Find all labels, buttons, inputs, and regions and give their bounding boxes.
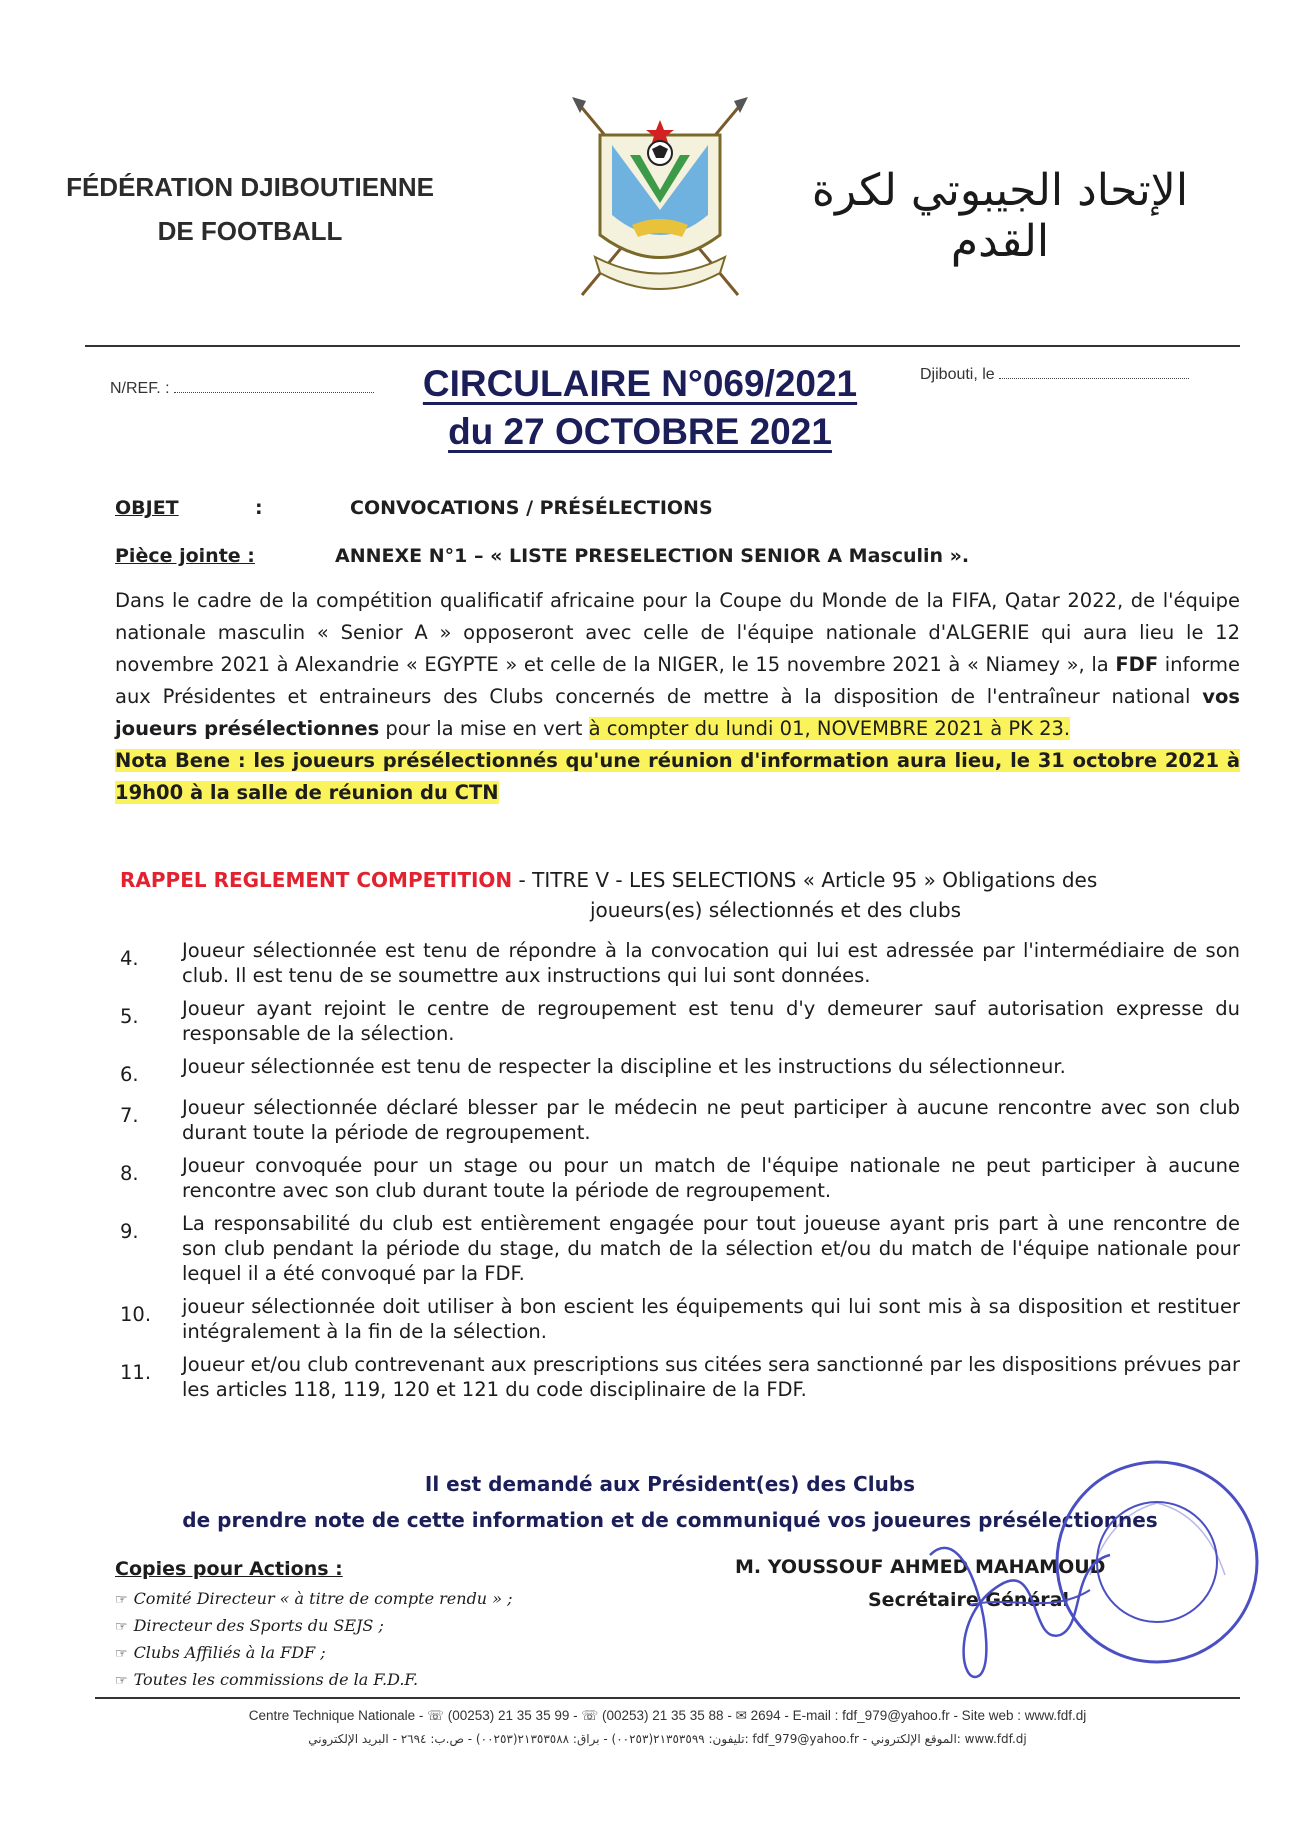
signatory-name: M. YOUSSOUF AHMED MAHAMOUD — [735, 1556, 1106, 1578]
copy-item: ☞ Comité Directeur « à titre de compte rendu » ; — [115, 1589, 513, 1608]
copy-item: ☞ Clubs Affiliés à la FDF ; — [115, 1643, 326, 1662]
signatory-role: Secrétaire Général — [868, 1589, 1069, 1611]
reference-label: N/REF. : — [110, 380, 170, 397]
rule-text: joueur sélectionnée doit utiliser à bon escient les équipements qui lui sont mis à sa disposition et restituer intégralement à la fin de la sélection. — [182, 1295, 1240, 1343]
rules-list — [120, 938, 1240, 1410]
copy-item: ☞ Directeur des Sports du SEJS ; — [115, 1616, 384, 1635]
copies-block — [115, 1558, 635, 1694]
org-name-ar: الإتحاد الجيبوتي لكرة القدم — [811, 165, 1189, 267]
rule-text: La responsabilité du club est entièrement engagée pour tout joueuse ayant pris part à une rencontre de son club pendant la période du stage, du match de la sélection et/ou du match de l'équipe nationale pour lequel il a été convoqué par la FDF. — [182, 1212, 1240, 1285]
body-text-part1: Dans le cadre de la compétition qualificatif africaine pour la Coupe du Monde de la FIFA, Qatar 2022, de l'équipe nationale masculin « Senior A » opposeront avec celle de l'équipe nationale d'ALGERIE qui aura lieu le 12 novembre 2021 à Alexandrie « EGYPTE » et celle de la NIGER, le 15 novembre 2021 à « Niamey », la — [115, 589, 1240, 676]
pointing-hand-icon: ☞ — [115, 1646, 128, 1662]
closing-line2: de prendre note de cette information et de communiqué vos joueures présélectionnes — [182, 1508, 1158, 1532]
pointing-hand-icon: ☞ — [115, 1619, 128, 1635]
date-label: Djibouti, le — [920, 366, 995, 383]
federation-crest-logo — [560, 95, 760, 310]
rule-number: 10. — [120, 1303, 152, 1326]
body-fdf: FDF — [1115, 653, 1159, 676]
piece-jointe-value: ANNEXE N°1 – « LISTE PRESELECTION SENIOR A Masculin ». — [335, 545, 970, 567]
rappel-title: RAPPEL REGLEMENT COMPETITION — [120, 868, 513, 892]
objet-colon: : — [255, 497, 263, 519]
rappel-subtitle: TITRE V - LES SELECTIONS « Article 95 » Obligations des — [532, 868, 1098, 892]
nota-bene: Nota Bene : les joueurs présélectionnés qu'une réunion d'information aura lieu, le 31 octobre 2021 à 19h00 à la salle de réunion du CTN — [115, 749, 1240, 804]
objet-value: CONVOCATIONS / PRÉSÉLECTIONS — [350, 497, 713, 519]
body-bold-players: vos joueurs présélectionnes — [115, 685, 1240, 740]
handwritten-signature — [910, 1495, 1160, 1695]
rule-item — [120, 1153, 1240, 1203]
rule-number: 11. — [120, 1361, 152, 1384]
pointing-hand-icon: ☞ — [115, 1673, 128, 1689]
rule-item — [120, 1294, 1240, 1344]
rule-item — [120, 1054, 1240, 1087]
rule-item — [120, 1352, 1240, 1402]
copies-title: Copies pour Actions : — [115, 1558, 343, 1580]
rule-number: 9. — [120, 1220, 139, 1243]
rappel-subtitle-line2: joueurs(es) sélectionnés et des clubs — [590, 898, 962, 922]
pointing-hand-icon: ☞ — [115, 1592, 128, 1608]
body-paragraph — [115, 585, 1240, 809]
rule-item — [120, 1095, 1240, 1145]
rule-item — [120, 1211, 1240, 1286]
rule-number: 4. — [120, 947, 139, 970]
rule-number: 5. — [120, 1005, 139, 1028]
rule-number: 6. — [120, 1063, 139, 1086]
circular-date: du 27 OCTOBRE 2021 — [448, 411, 832, 452]
rule-item — [120, 996, 1240, 1046]
org-name-fr — [60, 165, 440, 253]
piece-jointe-row — [115, 545, 969, 567]
rule-text: Joueur sélectionnée est tenu de répondre à la convocation qui lui est adressée par l'intermédiaire de son club. Il est tenu de se soumettre aux instructions qui lui sont données. — [182, 939, 1240, 987]
body-text-part2: informe aux Présidentes et entraineurs des Clubs concernés de mettre à la disposition de l'entraîneur national — [115, 653, 1241, 708]
date-line — [920, 366, 1189, 384]
date-dotted-field — [999, 378, 1189, 379]
circular-title — [330, 360, 950, 456]
objet-label: OBJET — [115, 497, 179, 519]
org-name-fr-line1: FÉDÉRATION DJIBOUTIENNE — [66, 172, 434, 202]
body-highlight-date: à compter du lundi 01, NOVEMBRE 2021 à PK 23. — [588, 717, 1071, 740]
piece-jointe-label: Pièce jointe : — [115, 545, 255, 567]
circular-number: CIRCULAIRE N°069/2021 — [422, 363, 858, 404]
header-divider — [85, 345, 1240, 347]
rule-text: Joueur convoquée pour un stage ou pour un match de l'équipe nationale ne peut participer à aucune rencontre avec son club durant toute la période de regroupement. — [182, 1154, 1240, 1202]
rule-text: Joueur sélectionnée déclaré blesser par le médecin ne peut participer à aucune rencontre avec son club durant toute la période de regroupement. — [182, 1096, 1240, 1144]
objet-row — [115, 497, 713, 519]
copy-item: ☞ Toutes les commissions de la F.D.F. — [115, 1670, 419, 1689]
closing-line1: Il est demandé aux Président(es) des Clubs — [424, 1472, 916, 1496]
body-text-part3: pour la mise en vert — [379, 717, 589, 740]
rule-number: 7. — [120, 1104, 139, 1127]
rule-number: 8. — [120, 1162, 139, 1185]
rule-text: Joueur et/ou club contrevenant aux prescriptions sus citées sera sanctionné par les dispositions prévues par les articles 118, 119, 120 et 121 du code disciplinaire de la FDF. — [182, 1353, 1240, 1401]
footer-divider — [95, 1697, 1240, 1699]
rappel-separator: - — [512, 868, 533, 892]
rule-text: Joueur ayant rejoint le centre de regroupement est tenu d'y demeurer sauf autorisation expresse du responsable de la sélection. — [182, 997, 1240, 1045]
footer-contact-ar: تليفون: ٢١٣٥٣٥٩٩(٠٠٢٥٣) - براق: ٢١٣٥٣٥٨٨(٠٠٢٥٣) - ص.ب: ٢٦٩٤ - البريد الإلكتروني: fdf_979@yahoo.fr - الموقع الإلكتروني: www.fdf.dj — [308, 1732, 1027, 1746]
rule-text: Joueur sélectionnée est tenu de respecter la discipline et les instructions du sélectionneur. — [182, 1055, 1066, 1078]
rappel-heading — [120, 865, 1260, 895]
footer-contact-fr: Centre Technique Nationale - ☏ (00253) 21 35 35 99 - ☏ (00253) 21 35 35 88 - ✉ 2694 - E-mail : fdf_979@yahoo.fr - Site web : www.fdf.dj — [248, 1708, 1087, 1723]
rule-item — [120, 938, 1240, 988]
org-name-fr-line2: DE FOOTBALL — [157, 216, 343, 246]
